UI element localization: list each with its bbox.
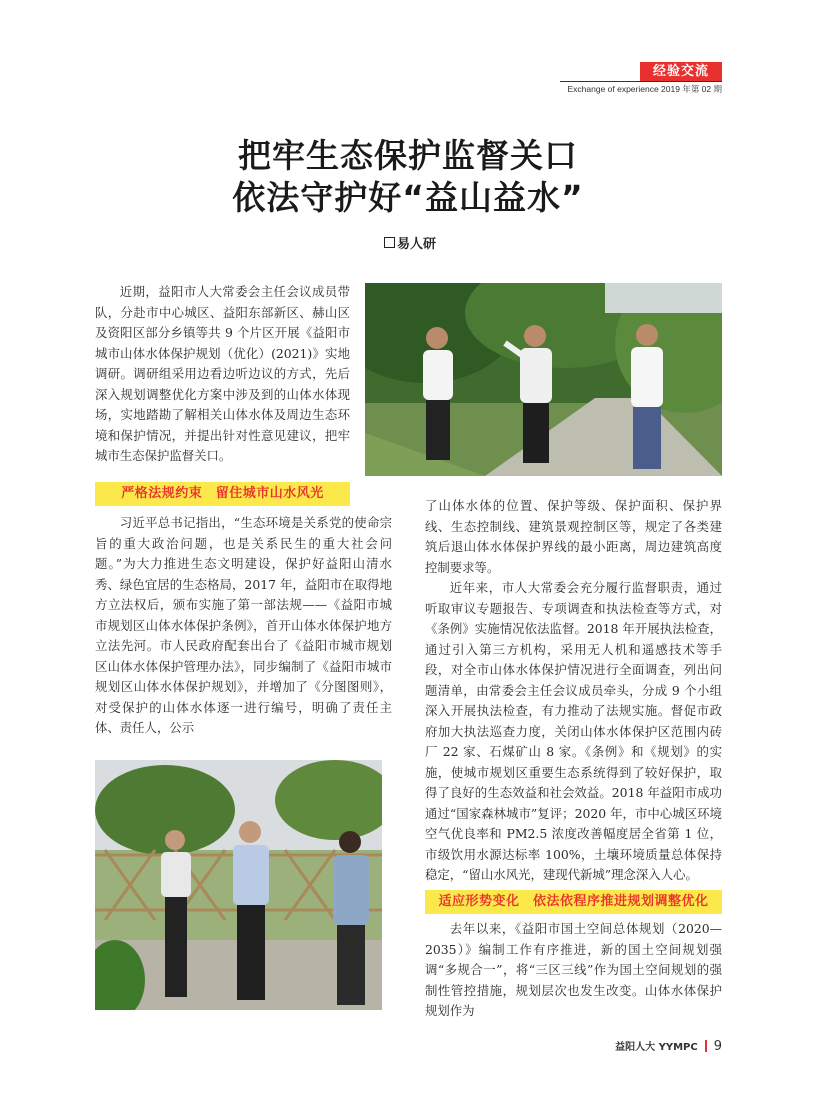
magazine-name-en: YYMPC — [658, 1042, 698, 1053]
author-name: 易人研 — [396, 237, 436, 252]
intro-paragraph: 近期，益阳市人大常委会主任会议成员带队，分赴市中心城区、益阳东部新区、赫山区及资阳区部分乡镇等共 9 个片区开展《益阳市城市山体水体保护规划（优化）(2021)》实地调研。调研组采用边看边听边议的方式，先后深入规划调整优化方案中涉及到的山体水体现场，实地踏勘了解相关山体水体及周边生态环境和保护情况，并提出针对性意见建议，把牢城市生态保护监督关口。 — [95, 284, 350, 463]
inspection-photo-path — [365, 283, 722, 476]
byline-box-icon — [384, 237, 395, 248]
magazine-name: 益阳人大 — [615, 1042, 656, 1053]
issue-line: Exchange of experience 2019 年第 02 期 — [567, 84, 722, 94]
page-number: 9 — [713, 1039, 722, 1054]
article-title-line-1: 把牢生态保护监督关口 — [238, 136, 578, 175]
section1-paragraph-1: 习近平总书记指出，“生态环境是关系党的使命宗旨的重大政治问题，也是关系民生的重大社会问题。”为大力推进生态文明建设，保护好益阳山清水秀、绿色宜居的生态格局，2017 年，益阳市在取得地方立法权后，颁布实施了第一部法规——《益阳市城市规划区山体水体保护条例》，首开山体水体保护地方立法先河。市人民政府配套出台了《益阳市城市规划区山体水体保护管理办法》，同步编制了《益阳市城市规划区山体水体保护规划》，并增加了《分图图则》，对受保护的山体水体逐一进行编号，明确了责任主体、责任人，公示 — [95, 515, 392, 735]
section1-right-block — [425, 496, 722, 886]
section-tag: 经验交流 — [640, 62, 722, 81]
section-heading-2: 适应形势变化 依法依程序推进规划调整优化 — [425, 890, 722, 914]
author-byline — [340, 233, 480, 252]
intro-block — [95, 282, 350, 467]
section1-left-block — [95, 513, 392, 739]
section1-paragraph-2: 近年来，市人大常委会充分履行监督职责，通过听取审议专题报告、专项调查和执法检查等方式，对《条例》实施情况依法监督。2018 年开展执法检查，通过引入第三方机构，采用无人机和遥感技术等手段，对全市山体水体保护情况进行全面调查，列出问题清单，由常委会主任会议成员牵头，分成 9 个小组深入开展执法检查，有力推动了法规实施。督促市政府加大执法巡查力度，关闭山体水体保护区范围内砖厂 22 家、石煤矿山 8 家。《条例》和《规划》的实施，使城市规划区重要生态系统得到了较好保护，取得了良好的生态效益和社会效益。2018 年益阳市成功通过“国家森林城市”复评；2020 年，市中心城区环境空气优良率和 PM2.5 浓度改善幅度居全省第 1 位，市级饮用水源达标率 100%，土壤环境质量总体保持稳定，“留山水风光，建现代新城”理念深入人心。 — [425, 580, 722, 882]
article-title-line-2: 依法守护好“益山益水” — [232, 178, 584, 217]
section2-paragraph-1: 去年以来，《益阳市国土空间总体规划（2020—2035）》编制工作有序推进，新的国土空间规划强调“多规合一”，将“三区三线”作为国土空间规划的强制性管控措施，规划层次也发生改变。山体水体保护规划作为 — [425, 921, 722, 1018]
footer-divider — [705, 1040, 707, 1052]
section-heading-1: 严格法规约束 留住城市山水风光 — [95, 482, 350, 506]
page-footer — [600, 1038, 722, 1054]
section1-paragraph-1-continued: 了山体水体的位置、保护等级、保护面积、保护界线、生态控制线、建筑景观控制区等，规定了各类建筑后退山体水体保护界线的最小距离，周边建筑高度控制要求等。 — [425, 498, 722, 575]
section2-block — [425, 919, 722, 1022]
header-divider — [560, 81, 722, 82]
inspection-photo-fence — [95, 760, 382, 1010]
